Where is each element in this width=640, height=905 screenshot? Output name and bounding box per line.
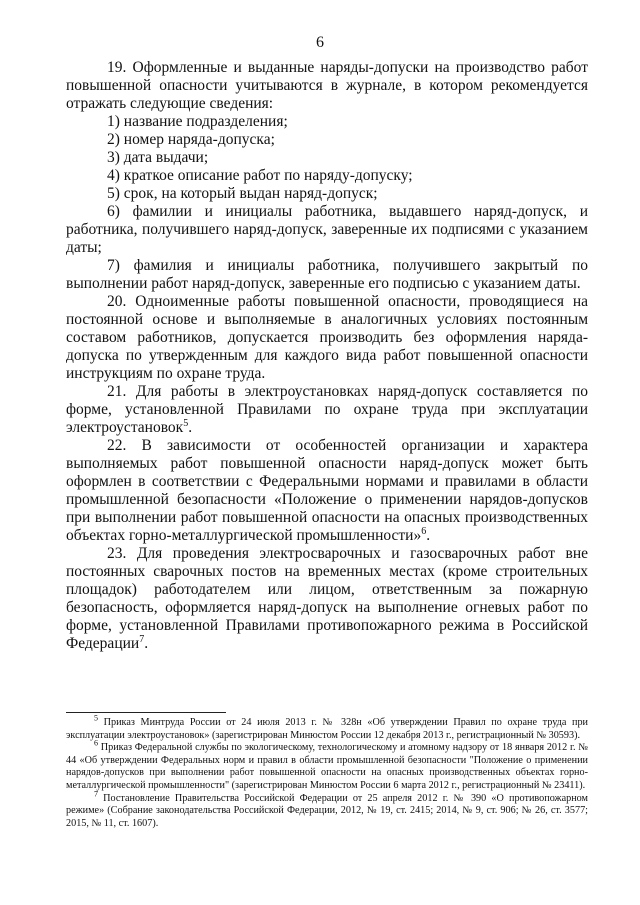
paragraph-21-end: . [188,419,193,436]
list-item: 2) номер наряда-допуска; [107,131,275,148]
paragraph-22 [66,437,588,545]
footnote-number: 6 [94,738,98,748]
list-item: 3) дата выдачи; [107,149,209,166]
footnote-7 [66,789,589,831]
list-item: 4) краткое описание работ по наряду-допуску; [107,167,413,184]
footnote-5 [66,713,588,742]
footnotes [66,713,589,830]
paragraph-23-end: . [144,635,149,652]
footnote-number: 7 [94,789,98,799]
footnote-6 [66,738,588,792]
footnote-ref-6[interactable]: 6 [421,525,427,537]
list-item: 1) название подразделения; [107,113,288,130]
journal-items-list [66,113,588,293]
paragraph-23 [66,545,588,653]
document-body [66,59,588,653]
paragraph-22-end: . [426,527,431,544]
footnote-text: Приказ Федеральной службы по экологическому, технологическому и атомному надзору от 18 января 2012 г. № 44 «Об утверждении Федеральных норм и правил в области промышленной безопасности "Положение о применении нарядов-допусков при выполнении работ повышенной опасности на опасных производственных объектах горно-металлургической промышленности" (зарегистрирован Минюстом России 6 марта 2012 г., регистрационный № 23411). [66,742,588,791]
list-item: 5) срок, на который выдан наряд-допуск; [107,185,378,202]
page-number: 6 [316,34,324,51]
list-item: 6) фамилии и инициалы работника, выдавшего наряд-допуск, и работника, получившего наряд-допуск, заверенные их подписями с указанием даты; [66,203,588,256]
paragraph-20: 20. Одноименные работы повышенной опасности, проводящиеся на постоянной основе и выполняемые в аналогичных условиях постоянным составом работников, допускается производить без оформления наряда-допуска по утвержденным для каждого вида работ повышенной опасности инструкциям по охране труда. [66,293,588,382]
paragraph-21-text: 21. Для работы в электроустановках наряд-допуск составляется по форме, установленной Правилами по охране труда при эксплуатации электроустановок [66,383,588,436]
paragraph-23-text: 23. Для проведения электросварочных и газосварочных работ вне постоянных сварочных постов на временных местах (кроме строительных площадок) работодателем или лицом, ответственным за пожарную безопасность, оформляется наряд-допуск на выполнение огневых работ по форме, установленной Правилами противопожарного режима в Российской Федерации [66,545,588,652]
footnote-text: Постановление Правительства Российской Федерации от 25 апреля 2012 г. № 390 «О противопожарном режиме» (Собрание законодательства Российской Федерации, 2012, № 19, ст. 2415; 2014, № 9, ст. 906; № 26, ст. 3577; 2015, № 11, ст. 1607). [66,792,589,829]
footnote-ref-7[interactable]: 7 [139,633,145,645]
footnote-number: 5 [94,713,98,723]
list-item: 7) фамилия и инициалы работника, получившего закрытый по выполнении работ наряд-допуск, заверенные его подписью с указанием даты. [66,257,588,292]
footnote-separator [66,712,226,713]
paragraph-22-text: 22. В зависимости от особенностей организации и характера выполняемых работ повышенной опасности наряд-допуск может быть оформлен в соответствии с Федеральными нормами и правилами в области промышленной безопасности «Положение о применении нарядов-допусков при выполнении работ повышенной опасности на опасных производственных объектах горно-металлургической промышленности» [66,437,588,544]
footnote-ref-5[interactable]: 5 [183,417,189,429]
paragraph-21 [66,383,588,437]
paragraph-19: 19. Оформленные и выданные наряды-допуски на производство работ повышенной опасности учитываются в журнале, в котором рекомендуется отражать следующие сведения: [66,59,588,112]
footnote-text: Приказ Минтруда России от 24 июля 2013 г. № 328н «Об утверждении Правил по охране труда при эксплуатации электроустановок» (зарегистрирован Минюстом России 12 декабря 2013 г., регистрационный № 30593). [66,717,588,741]
